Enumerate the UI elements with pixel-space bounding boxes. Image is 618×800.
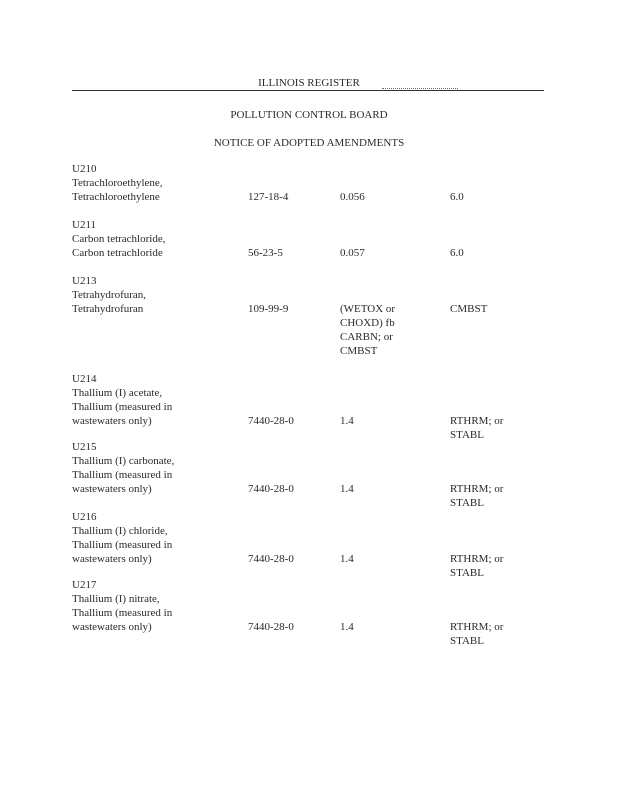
waste-code: U215: [72, 441, 97, 453]
constituent-name-line: Tetrachloroethylene,: [72, 177, 163, 189]
cas-number: [248, 482, 294, 496]
technology-standard: [450, 190, 540, 204]
concentration: [340, 302, 420, 358]
concentration-line: 1.4: [340, 553, 354, 565]
constituent-name-line: wastewaters only): [72, 621, 152, 633]
technology-standard: [450, 482, 540, 510]
cas-number: [248, 190, 288, 204]
waste-code: U217: [72, 579, 97, 591]
technology-standard-line: RTHRM; or: [450, 553, 504, 565]
cas-number-line: 127-18-4: [248, 191, 289, 203]
constituent-name-line: Carbon tetrachloride: [72, 247, 163, 259]
constituent-name-line: wastewaters only): [72, 553, 152, 565]
board-name: POLLUTION CONTROL BOARD: [230, 109, 388, 121]
cas-number-line: 7440-28-0: [248, 483, 294, 495]
concentration-line: CMBST: [340, 345, 378, 357]
constituent-name-line: Thallium (measured in: [72, 539, 173, 551]
constituent-name-line: Thallium (I) chloride,: [72, 525, 168, 537]
cas-number: [248, 302, 288, 316]
constituent-name: [72, 454, 222, 496]
technology-standard: [450, 552, 540, 580]
concentration: [340, 246, 420, 260]
waste-code: U211: [72, 219, 97, 231]
constituent-name-line: wastewaters only): [72, 483, 152, 495]
concentration-line: 1.4: [340, 483, 354, 495]
register-title: ILLINOIS REGISTER: [258, 77, 360, 89]
waste-code: U214: [72, 373, 97, 385]
concentration-line: CARBN; or: [340, 331, 393, 343]
technology-standard: [450, 620, 540, 648]
constituent-name-line: Tetrachloroethylene: [72, 191, 160, 203]
concentration-line: 0.057: [340, 247, 365, 259]
constituent-name-line: Thallium (I) carbonate,: [72, 455, 175, 467]
concentration: [340, 190, 420, 204]
technology-standard-line: RTHRM; or: [450, 483, 504, 495]
cas-number-line: 56-23-5: [248, 247, 283, 259]
constituent-name: [72, 386, 222, 428]
notice-title: NOTICE OF ADOPTED AMENDMENTS: [213, 137, 405, 149]
technology-standard-line: 6.0: [450, 247, 464, 259]
constituent-name-line: wastewaters only): [72, 415, 152, 427]
technology-standard-line: CMBST: [450, 303, 488, 315]
concentration-line: 1.4: [340, 415, 354, 427]
constituent-name: [72, 592, 222, 634]
constituent-name: [72, 524, 222, 566]
cas-number: [248, 246, 283, 260]
technology-standard-line: STABL: [450, 635, 484, 647]
constituent-name-line: Thallium (measured in: [72, 469, 173, 481]
constituent-name-line: Tetrahydrofuran,: [72, 289, 147, 301]
technology-standard: [450, 302, 540, 316]
concentration: [340, 620, 420, 634]
concentration-line: 1.4: [340, 621, 354, 633]
technology-standard-line: 6.0: [450, 191, 464, 203]
technology-standard-line: RTHRM; or: [450, 415, 504, 427]
technology-standard: [450, 414, 540, 442]
concentration: [340, 552, 420, 566]
technology-standard-line: STABL: [450, 567, 484, 579]
concentration: [340, 414, 420, 428]
header-rule-mark: [382, 88, 458, 89]
constituent-name: [72, 232, 222, 260]
technology-standard-line: STABL: [450, 497, 484, 509]
cas-number: [248, 414, 294, 428]
constituent-name-line: Carbon tetrachloride,: [72, 233, 166, 245]
cas-number-line: 7440-28-0: [248, 621, 294, 633]
concentration-line: CHOXD) fb: [340, 317, 395, 329]
concentration-line: (WETOX or: [340, 303, 396, 315]
constituent-name-line: Thallium (I) acetate,: [72, 387, 163, 399]
concentration: [340, 482, 420, 496]
constituent-name: [72, 176, 222, 204]
waste-code: U213: [72, 275, 97, 287]
technology-standard-line: RTHRM; or: [450, 621, 504, 633]
constituent-name: [72, 288, 222, 316]
waste-code: U210: [72, 163, 97, 175]
cas-number: [248, 620, 294, 634]
constituent-name-line: Thallium (I) nitrate,: [72, 593, 160, 605]
technology-standard: [450, 246, 540, 260]
cas-number-line: 7440-28-0: [248, 553, 294, 565]
technology-standard-line: STABL: [450, 429, 484, 441]
cas-number-line: 7440-28-0: [248, 415, 294, 427]
constituent-name-line: Tetrahydrofuran: [72, 303, 144, 315]
waste-code: U216: [72, 511, 97, 523]
cas-number: [248, 552, 294, 566]
constituent-name-line: Thallium (measured in: [72, 401, 173, 413]
cas-number-line: 109-99-9: [248, 303, 289, 315]
header-rule: [72, 90, 544, 91]
concentration-line: 0.056: [340, 191, 365, 203]
constituent-name-line: Thallium (measured in: [72, 607, 173, 619]
